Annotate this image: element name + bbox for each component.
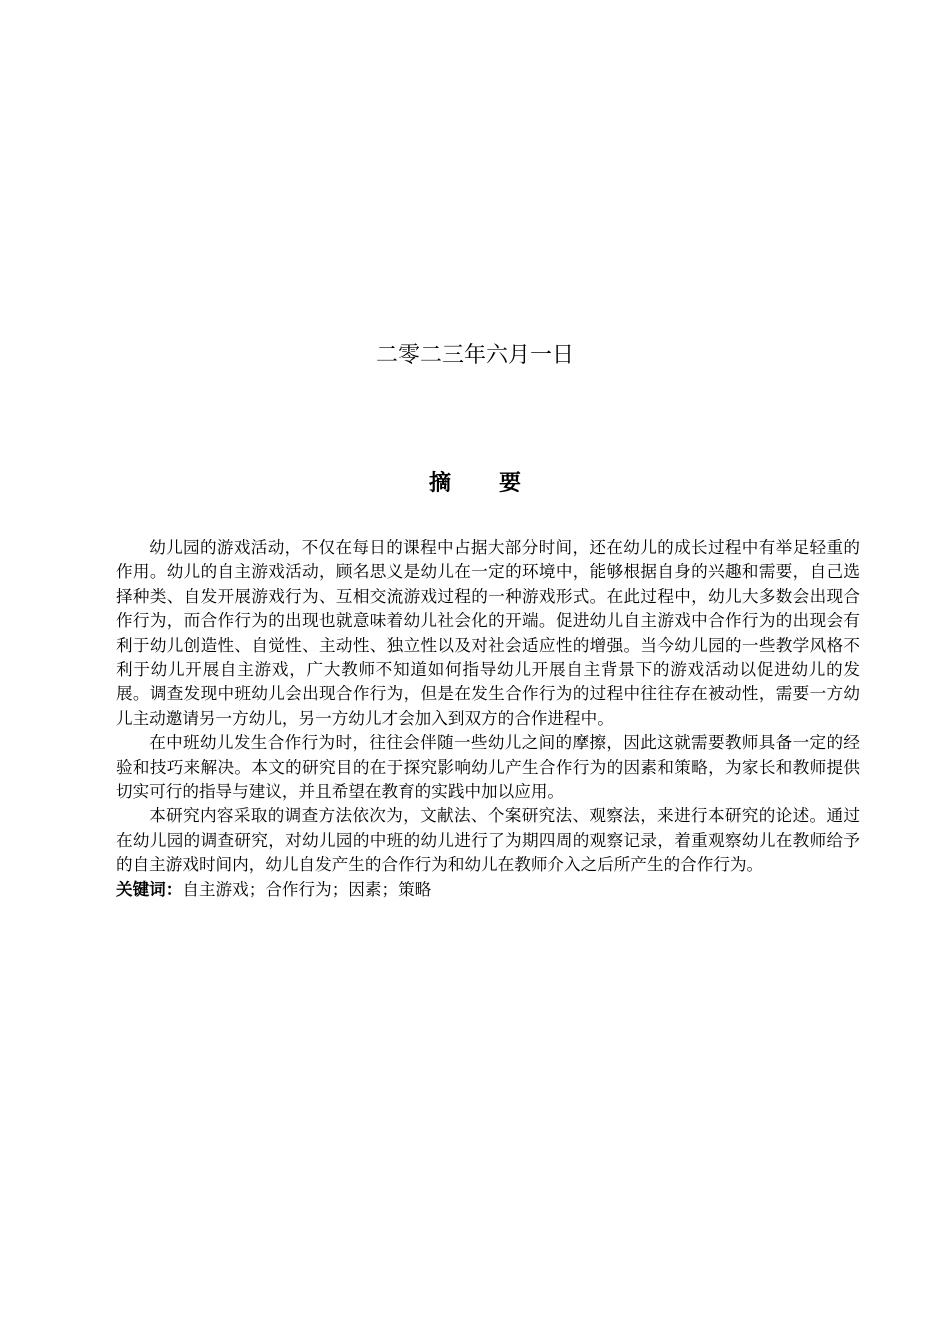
abstract-heading [0, 466, 950, 497]
keywords-values: 自主游戏；合作行为；因素；策略 [182, 879, 432, 899]
abstract-heading-char-1: 摘 [428, 471, 451, 496]
abstract-paragraph-3: 本研究内容采取的调查方法依次为，文献法、个案研究法、观察法，来进行本研究的论述。通过在幼儿园的调查研究，对幼儿园的中班的幼儿进行了为期四周的观察记录，着重观察幼儿在教师给予的自主游戏时间内，幼儿自发产生的合作行为和幼儿在教师介入之后所产生的合作行为。 [116, 806, 860, 875]
abstract-body [116, 536, 860, 902]
keywords-line [116, 878, 860, 902]
abstract-paragraph-2: 在中班幼儿发生合作行为时，往往会伴随一些幼儿之间的摩擦，因此这就需要教师具备一定的经验和技巧来解决。本文的研究目的在于探究影响幼儿产生合作行为的因素和策略，为家长和教师提供切实可行的指导与建议，并且希望在教育的实践中加以应用。 [116, 733, 860, 802]
date-line: 二零二三年六月一日 [375, 343, 574, 368]
abstract-heading-char-2: 要 [499, 471, 522, 496]
abstract-paragraph-1: 幼儿园的游戏活动，不仅在每日的课程中占据大部分时间，还在幼儿的成长过程中有举足轻重的作用。幼儿的自主游戏活动，顾名思义是幼儿在一定的环境中，能够根据自身的兴趣和需要，自己选择种类、自发开展游戏行为、互相交流游戏过程的一种游戏形式。在此过程中，幼儿大多数会出现合作行为，而合作行为的出现也就意味着幼儿社会化的开端。促进幼儿自主游戏中合作行为的出现会有利于幼儿创造性、自觉性、主动性、独立性以及对社会适应性的增强。当今幼儿园的一些教学风格不利于幼儿开展自主游戏，广大教师不知道如何指导幼儿开展自主背景下的游戏活动以促进幼儿的发展。调查发现中班幼儿会出现合作行为，但是在发生合作行为的过程中往往存在被动性，需要一方幼儿主动邀请另一方幼儿，另一方幼儿才会加入到双方的合作进程中。 [116, 538, 860, 728]
keywords-label: 关键词： [116, 879, 183, 899]
